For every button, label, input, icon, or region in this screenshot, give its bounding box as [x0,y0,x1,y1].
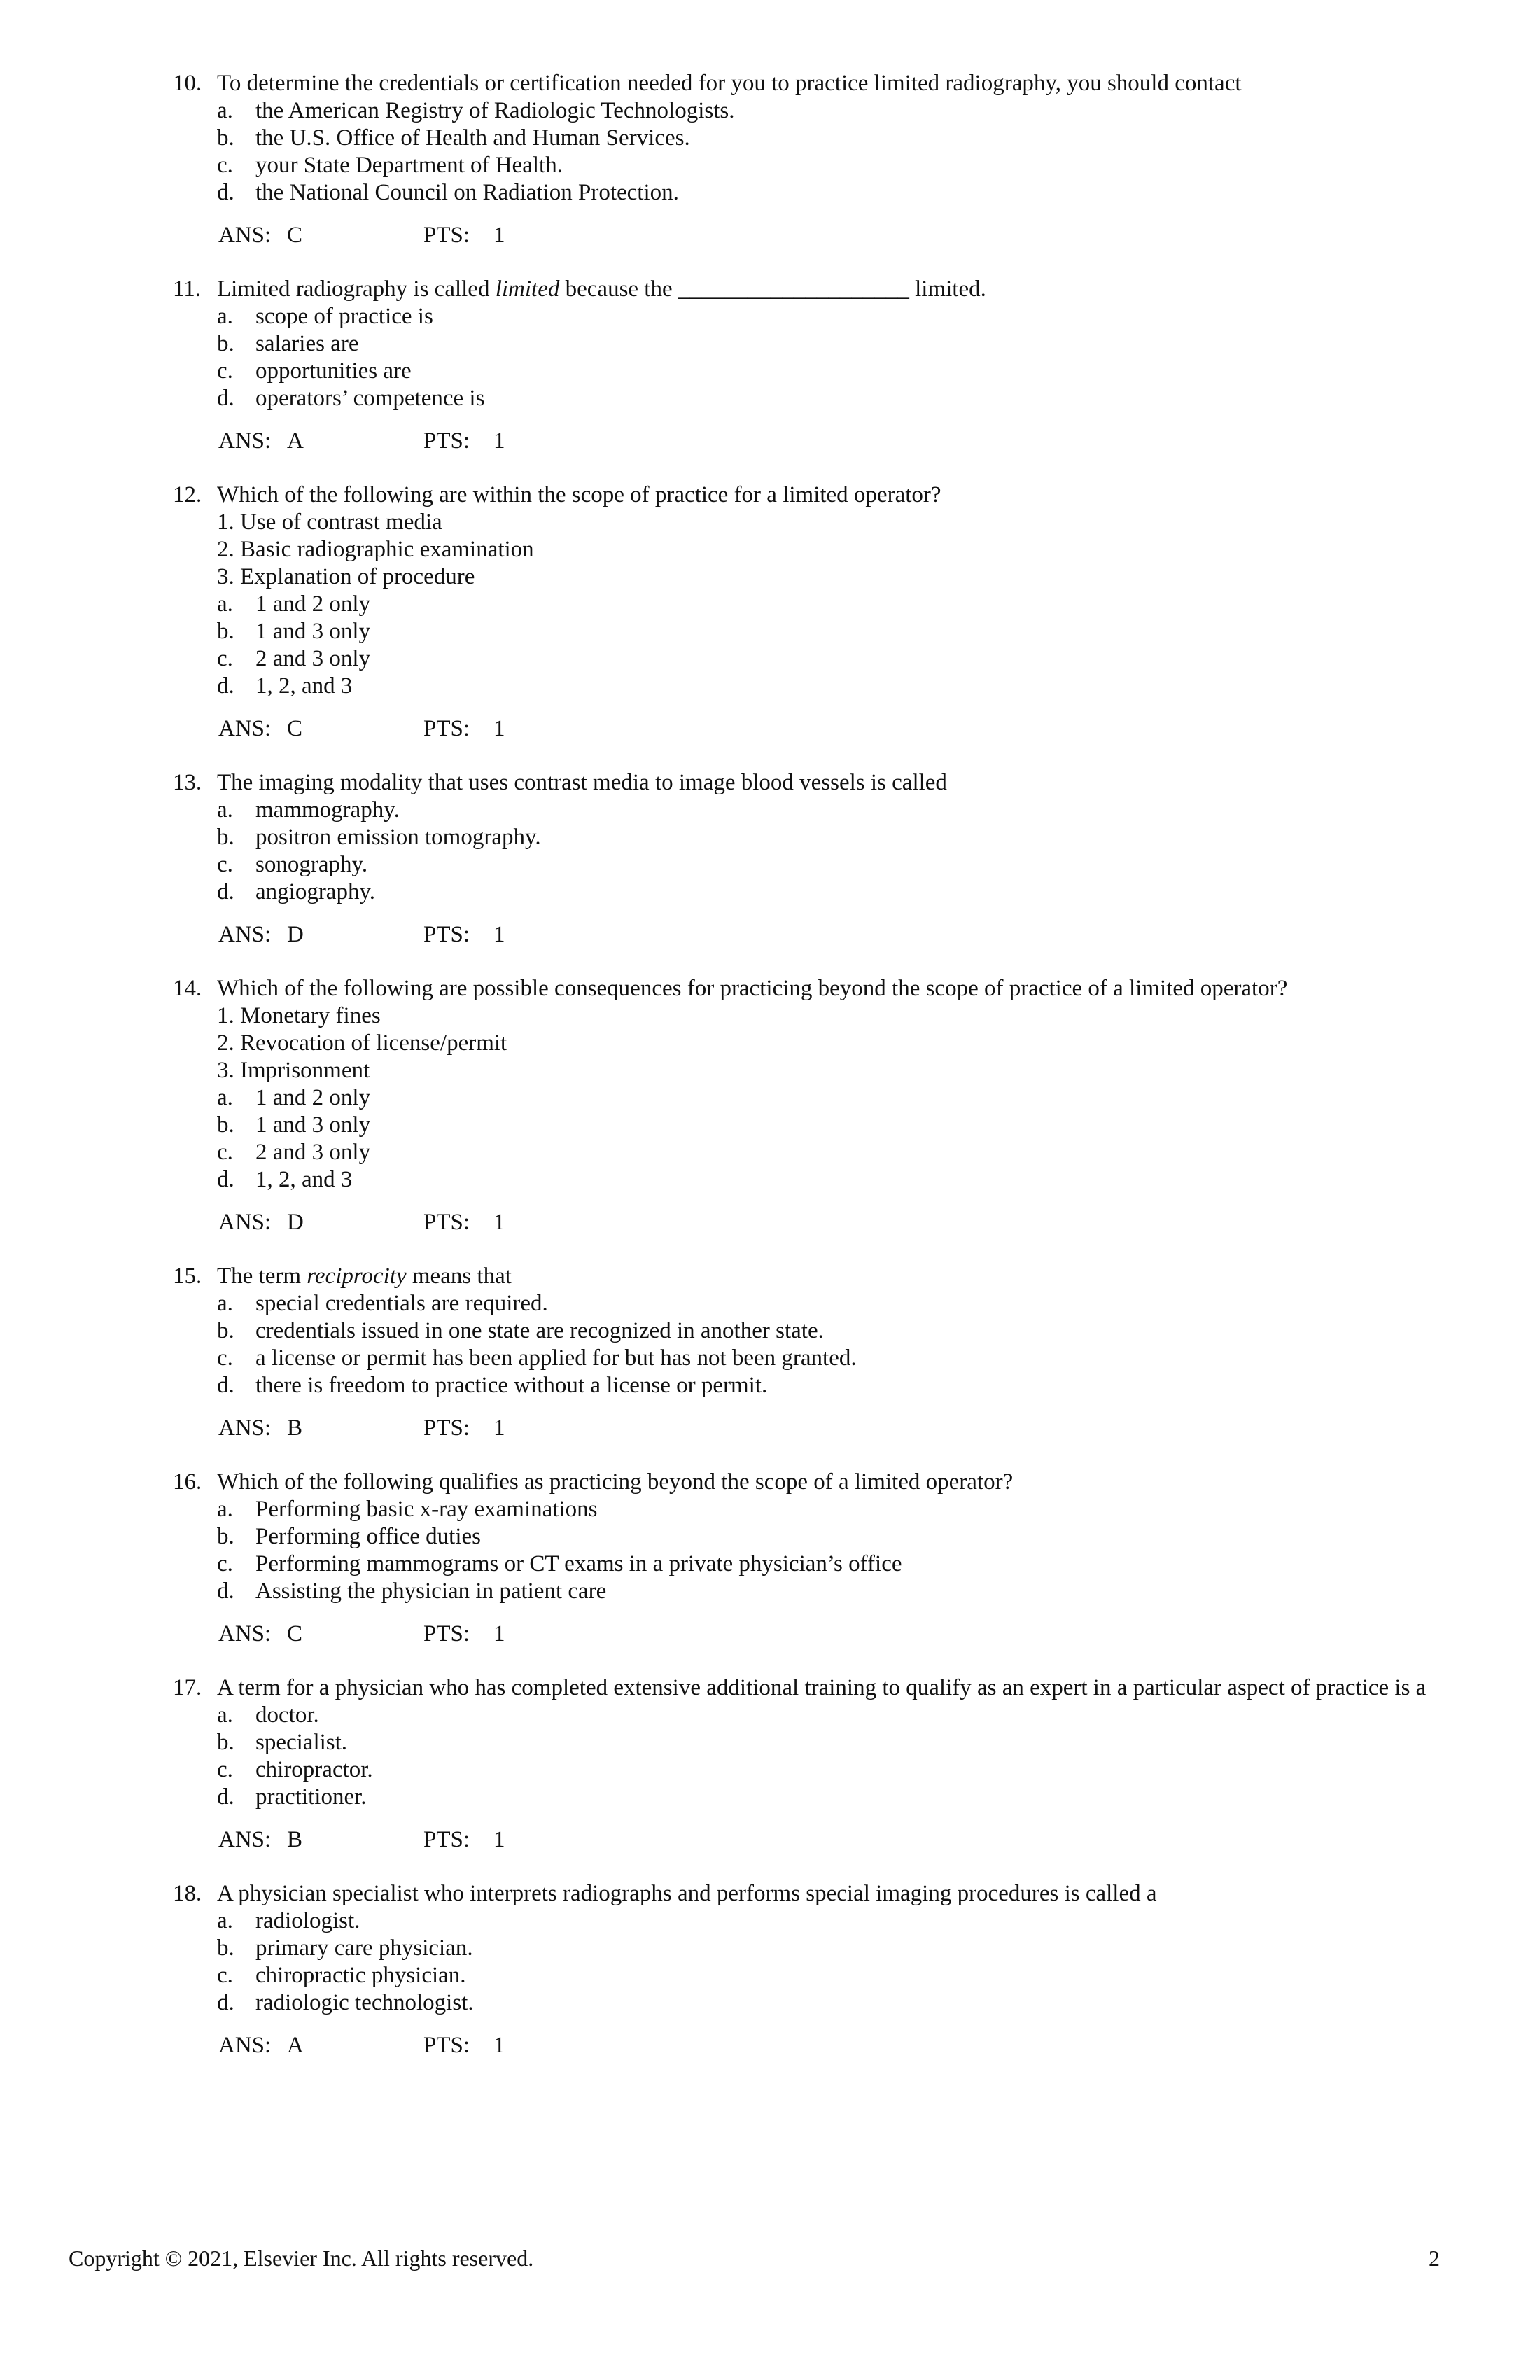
question-stem [0,276,1540,303]
question-text: To determine the credentials or certification needed for you to practice limited radiography, you should contact [217,71,1242,96]
answer-value: B [287,1827,303,1852]
option-text: angiography. [255,879,376,904]
question-number: 14. [173,976,202,1001]
option-text: specialist. [255,1730,348,1755]
option-letter: c. [217,1963,233,1988]
question-number: 16. [173,1469,202,1494]
question-text: The term [217,1264,307,1289]
points-label: PTS: [424,1621,470,1646]
question-block [0,276,1540,455]
numbered-statement: 1. Monetary fines [217,1003,381,1028]
option-text: Assisting the physician in patient care [255,1578,607,1604]
copyright-notice: Copyright © 2021, Elsevier Inc. All rights reserved. [69,2246,534,2271]
answer-key-line [0,428,1540,455]
question-block [0,70,1540,249]
option-text: mammography. [255,797,400,822]
points-value: 1 [493,1210,505,1235]
question-text: The imaging modality that uses contrast media to image blood vessels is called [217,770,947,795]
option-letter: a. [217,1497,233,1522]
answer-option [0,645,1540,673]
question-stem [0,1469,1540,1496]
option-letter: a. [217,98,233,123]
answer-option [0,1317,1540,1345]
answer-option [0,1372,1540,1399]
question-text-italic: reciprocity [307,1264,407,1289]
numbered-statement: 3. Explanation of procedure [217,564,475,589]
points-value: 1 [493,1827,505,1852]
answer-option [0,1578,1540,1605]
option-text: opportunities are [255,358,412,384]
question-text: A term for a physician who has completed extensive additional training to qualify as an expert in a particular aspect of practice is a [217,1675,1427,1700]
numbered-statement: 2. Basic radiographic examination [217,537,534,562]
answer-option [0,851,1540,878]
option-letter: c. [217,1345,233,1371]
option-text: primary care physician. [255,1935,473,1961]
answer-option [0,1345,1540,1372]
question-text: A physician specialist who interprets radiographs and performs special imaging procedures is called a [217,1881,1157,1906]
option-text: chiropractor. [255,1757,373,1782]
answer-label: ANS: [218,1415,272,1441]
question-number: 12. [173,482,202,507]
question-stem [0,769,1540,797]
answer-option [0,97,1540,125]
answer-key-line [0,715,1540,743]
question-block [0,1880,1540,2059]
question-stem [0,70,1540,97]
question-text: Which of the following qualifies as practicing beyond the scope of a limited operator? [217,1469,1014,1494]
option-text: 1 and 2 only [255,592,371,617]
option-letter: a. [217,797,233,822]
answer-option [0,878,1540,906]
question-list [0,70,1540,2086]
answer-value: B [287,1415,303,1441]
option-text: the U.S. Office of Health and Human Services. [255,125,690,150]
answer-label: ANS: [218,922,272,947]
answer-option [0,179,1540,206]
option-letter: b. [217,619,234,644]
answer-option [0,152,1540,179]
answer-value: A [287,428,304,454]
question-stem [0,1674,1540,1702]
answer-option [0,1907,1540,1935]
answer-option [0,330,1540,358]
option-letter: d. [217,673,234,699]
answer-key-line [0,1620,1540,1648]
option-letter: d. [217,180,234,205]
option-letter: c. [217,1140,233,1165]
option-text: 1 and 3 only [255,1112,371,1138]
question-text: Which of the following are within the scope of practice for a limited operator? [217,482,941,507]
question-text: Which of the following are possible consequences for practicing beyond the scope of practice of a limited operator? [217,976,1288,1001]
answer-value: A [287,2033,304,2058]
option-text: Performing office duties [255,1524,481,1549]
option-text: credentials issued in one state are recognized in another state. [255,1318,824,1343]
question-stem [0,482,1540,509]
question-stem [0,975,1540,1002]
option-text: radiologist. [255,1908,360,1933]
question-block [0,769,1540,948]
page-number: 2 [1429,2246,1440,2271]
option-letter: c. [217,1551,233,1576]
answer-key-line [0,1415,1540,1442]
answer-option [0,1756,1540,1784]
answer-label: ANS: [218,1827,272,1852]
answer-option [0,358,1540,385]
answer-value: C [287,1621,303,1646]
points-label: PTS: [424,1415,470,1441]
option-letter: a. [217,1702,233,1728]
option-letter: c. [217,153,233,178]
option-letter: a. [217,1085,233,1110]
question-block [0,1263,1540,1442]
points-value: 1 [493,716,505,741]
answer-option [0,1496,1540,1523]
numbered-statement: 3. Imprisonment [217,1058,370,1083]
answer-option [0,1702,1540,1729]
answer-option [0,1729,1540,1756]
answer-label: ANS: [218,1621,272,1646]
option-text: sonography. [255,852,368,877]
option-text: 1, 2, and 3 [255,673,353,699]
option-letter: b. [217,331,234,356]
answer-option [0,385,1540,412]
option-text: there is freedom to practice without a license or permit. [255,1373,768,1398]
option-text: the American Registry of Radiologic Technologists. [255,98,735,123]
points-label: PTS: [424,223,470,248]
question-number: 13. [173,770,202,795]
points-label: PTS: [424,922,470,947]
question-block [0,482,1540,743]
option-text: 2 and 3 only [255,646,371,671]
answer-option [0,1550,1540,1578]
question-block [0,1674,1540,1854]
answer-option [0,1962,1540,1989]
question-text-italic: limited [495,276,560,302]
question-stem [0,1880,1540,1907]
option-letter: a. [217,1291,233,1316]
answer-label: ANS: [218,428,272,454]
answer-option [0,1112,1540,1139]
question-text: because the ____________________ limited. [559,276,986,302]
option-letter: a. [217,304,233,329]
points-value: 1 [493,223,505,248]
answer-value: C [287,223,303,248]
points-value: 1 [493,1621,505,1646]
answer-value: D [287,922,304,947]
option-letter: d. [217,1578,234,1604]
option-text: a license or permit has been applied for but has not been granted. [255,1345,857,1371]
option-text: Performing mammograms or CT exams in a private physician’s office [255,1551,902,1576]
answer-key-line [0,1826,1540,1854]
answer-label: ANS: [218,1210,272,1235]
answer-key-line [0,1209,1540,1236]
option-letter: b. [217,1730,234,1755]
option-text: special credentials are required. [255,1291,548,1316]
answer-label: ANS: [218,2033,272,2058]
answer-label: ANS: [218,716,272,741]
answer-key-line [0,2032,1540,2059]
points-value: 1 [493,2033,505,2058]
question-block [0,975,1540,1236]
option-text: doctor. [255,1702,319,1728]
option-text: your State Department of Health. [255,153,563,178]
option-letter: b. [217,1935,234,1961]
answer-option [0,591,1540,618]
answer-option [0,1139,1540,1166]
question-number: 18. [173,1881,202,1906]
option-letter: d. [217,879,234,904]
answer-option [0,1084,1540,1112]
option-text: 1 and 2 only [255,1085,371,1110]
answer-option [0,1166,1540,1194]
answer-option [0,673,1540,700]
question-number: 17. [173,1675,202,1700]
option-text: radiologic technologist. [255,1990,474,2015]
answer-option [0,1935,1540,1962]
numbered-statement: 2. Revocation of license/permit [217,1030,507,1056]
numbered-statement: 1. Use of contrast media [217,510,442,535]
option-text: operators’ competence is [255,386,485,411]
option-letter: d. [217,386,234,411]
answer-option [0,125,1540,152]
option-text: salaries are [255,331,359,356]
points-value: 1 [493,1415,505,1441]
answer-option [0,1784,1540,1811]
option-letter: d. [217,1167,234,1192]
option-letter: c. [217,358,233,384]
option-text: 2 and 3 only [255,1140,371,1165]
answer-value: D [287,1210,304,1235]
points-value: 1 [493,922,505,947]
answer-option [0,1523,1540,1550]
option-text: 1 and 3 only [255,619,371,644]
option-letter: a. [217,1908,233,1933]
question-number: 11. [173,276,202,302]
option-letter: b. [217,125,234,150]
points-label: PTS: [424,428,470,454]
question-text: means that [406,1264,512,1289]
option-letter: b. [217,825,234,850]
answer-option [0,1989,1540,2017]
answer-option [0,797,1540,824]
option-letter: b. [217,1318,234,1343]
question-text: Limited radiography is called [217,276,496,302]
option-letter: c. [217,852,233,877]
option-text: practitioner. [255,1784,367,1809]
option-letter: c. [217,646,233,671]
option-letter: b. [217,1112,234,1138]
answer-key-line [0,921,1540,948]
option-text: positron emission tomography. [255,825,541,850]
option-letter: b. [217,1524,234,1549]
answer-value: C [287,716,303,741]
option-text: Performing basic x-ray examinations [255,1497,598,1522]
option-letter: c. [217,1757,233,1782]
option-letter: d. [217,1373,234,1398]
points-value: 1 [493,428,505,454]
option-text: 1, 2, and 3 [255,1167,353,1192]
option-letter: d. [217,1990,234,2015]
option-letter: a. [217,592,233,617]
option-letter: d. [217,1784,234,1809]
question-block [0,1469,1540,1648]
question-number: 15. [173,1264,202,1289]
answer-option [0,303,1540,330]
answer-key-line [0,222,1540,249]
question-stem [0,1263,1540,1290]
option-text: scope of practice is [255,304,433,329]
answer-option [0,1290,1540,1317]
option-text: chiropractic physician. [255,1963,466,1988]
page-footer [0,2244,1540,2272]
answer-option [0,824,1540,851]
points-label: PTS: [424,2033,470,2058]
points-label: PTS: [424,1210,470,1235]
answer-label: ANS: [218,223,272,248]
answer-option [0,618,1540,645]
option-text: the National Council on Radiation Protection. [255,180,679,205]
points-label: PTS: [424,716,470,741]
points-label: PTS: [424,1827,470,1852]
question-number: 10. [173,71,202,96]
